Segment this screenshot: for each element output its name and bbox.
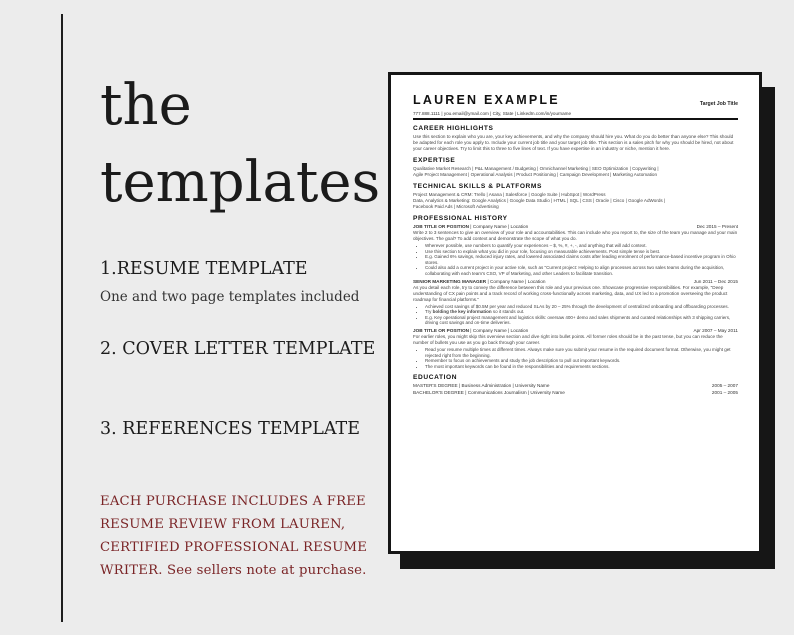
promo-line-4: WRITER. See sellers note at purchase. [100,563,367,578]
skills-line: Project Management & CRM: Trello | Asana | Salesforce | Google Suite | HubSpot | WordPress [413,192,606,197]
education-degree: MASTER'S DEGREE | Business Administration | University Name [413,383,550,389]
divider-line [61,14,63,622]
resume-job-title: Target Job Title [699,101,738,107]
job-bullet: • Read your resume multiple times at different times. Always make sure you submit your resume in the required document format. Otherwise, you might get rejected right from the beginning. [425,347,738,358]
heading-line-2: templates [100,150,381,215]
career-highlights-text: Use this section to explain who you are, your key achievements, and why the company should hire you. What do you do better than anyone else? This should be adapted for each role you apply to. Include your current job title and your target job title. This section is a sales pitch for why you should be hired, not about your career objectives. Try to limit this to three to five lines of text. If you have expertise in an industry or niche, mention it here. [413,134,734,151]
job-bullets [413,243,738,277]
expertise-line: Agile Project Management | Operational Analysis | Product Positioning | Campaign Development | Marketing Automation [413,172,658,177]
heading-line-1: the [100,73,192,138]
job-bullet: • The most important keywords can be found in the responsibilities and requirements sections. [425,364,738,370]
skills-line: Data, Analytics & Marketing: Google Analytics | Google Data Studio | HTML | SQL | CSS | Oracle | Cisco | Google AdWords | [413,198,666,203]
education-row [413,383,738,389]
promo-line-1: EACH PURCHASE INCLUDES A FREE [100,494,366,509]
promo-line-3: CERTIFIED PROFESSIONAL RESUME [100,540,368,555]
resume-contact: 777.888.1111 | you.email@ymail.com | City, State | LinkedIn.com/in/yourname [413,111,738,120]
job-title: SENIOR MARKETING MANAGER [413,278,487,284]
job-dates: Jun 2011 – Dec 2015 [693,278,738,284]
bullet-bold: bolding the key information [432,309,492,315]
resume-template-subtitle: One and two page templates included [100,289,360,305]
job-company: | Company Name | Location [486,278,546,284]
job-description: For earlier roles, you might skip this overview section and dive right into bullet points. All former roles should be in the past tense, but you can reduce the number of bullets you use as you go back through your career. [413,333,723,345]
promo-text [100,490,370,582]
job-company: | Company Name | Location [469,327,529,333]
section-expertise: EXPERTISE [413,157,456,164]
promo-line-2a: RESUME REVIEW [100,517,228,532]
expertise-line: Qualitative Market Research | P&L Management / Budgeting | Omnichannel Marketing | SEO Optimization | Copywriting | [413,166,659,171]
job-company: | Company Name | Location [469,224,529,229]
job-bullet: • Use this section to explain what you did in your role, focusing on measurable achievements. Post simple tense is best. [425,249,738,255]
section-professional-history: PROFESSIONAL HISTORY [413,215,508,222]
job-bullet: • Remember to focus on achievements and study the job description to pull out important keywords. [425,358,738,364]
resume-name: LAUREN EXAMPLE [413,93,560,107]
cover-letter-template-title: 2. COVER LETTER TEMPLATE [100,339,376,359]
job-description: Write 2 to 3 sentences to give an overview of your role and accountabilities. This can include who you report to, the size of the team you manage and your main objectives. The goal? To add context and demonstrate the scope of what you do. [413,230,738,241]
job-bullet: • Achieved cost savings of $0.5M per year and reduced SLAs by 20 – 25% through the development of centralized onboarding and offboarding processes. [425,304,738,310]
resume-preview [388,72,762,554]
job-bullets [413,347,738,369]
job-bullet: • E.g. Key operational project management and logistics skills: oversaw 400+ demo and sales shipments and curated relationships with 3 shipping carriers, driving cost savings and on-time deliveries. [425,315,738,326]
skills-line: Facebook Paid Ads | Microsoft Advertising [413,204,499,209]
resume-template-title: 1.RESUME TEMPLATE [100,259,308,279]
promo-line-2b: FROM LAUREN, [227,517,346,532]
education-years: 2001 – 2005 [711,390,738,396]
job-bullet: • Wherever possible, use numbers to quantify your experiences – $, %, #, +, -, and anything that will add context. [425,243,738,249]
section-technical-skills: TECHNICAL SKILLS & PLATFORMS [413,183,543,190]
bullet-prefix: Try [425,309,433,315]
job-bullet: • Could also add a current project in your active role, such as "Current project: Helping to align processes across two sales teams during the acquisition, collaborating with each team's CSO, VP of Marketing, and other Leaders to facilitate transition. [425,265,738,276]
job-bullets [413,304,738,326]
job-title: JOB TITLE OR POSITION [413,224,469,229]
job-dates: Dec 2015 – Present [696,224,738,229]
job-title: JOB TITLE OR POSITION [413,327,469,333]
job-bullet: • E.g. Gained 6% savings, reduced injury rates, and lowered associated claims costs after leading enrolment of performance-based incentive program in Ohio stores. [425,254,738,265]
references-template-title: 3. REFERENCES TEMPLATE [100,419,360,439]
section-education: EDUCATION [413,374,458,382]
education-row [413,390,738,396]
education-years: 2005 – 2007 [711,383,738,389]
bullet-suffix: so it stands out. [491,309,525,315]
section-career-highlights: CAREER HIGHLIGHTS [413,125,494,132]
education-degree: BACHELOR'S DEGREE | Communications Journalism | University Name [413,390,565,396]
job-dates: Apr 2007 – May 2011 [693,327,738,333]
job-description: As you detail each role, try to convey the difference between this role and your previous one. Showcase progressive responsibilities. For example, "Deep understanding of CX pain points and a track record of working cross-functionally across marketing, data, and UX led to a promotion overseeing the product roadmap for financial platforms." [413,284,728,302]
